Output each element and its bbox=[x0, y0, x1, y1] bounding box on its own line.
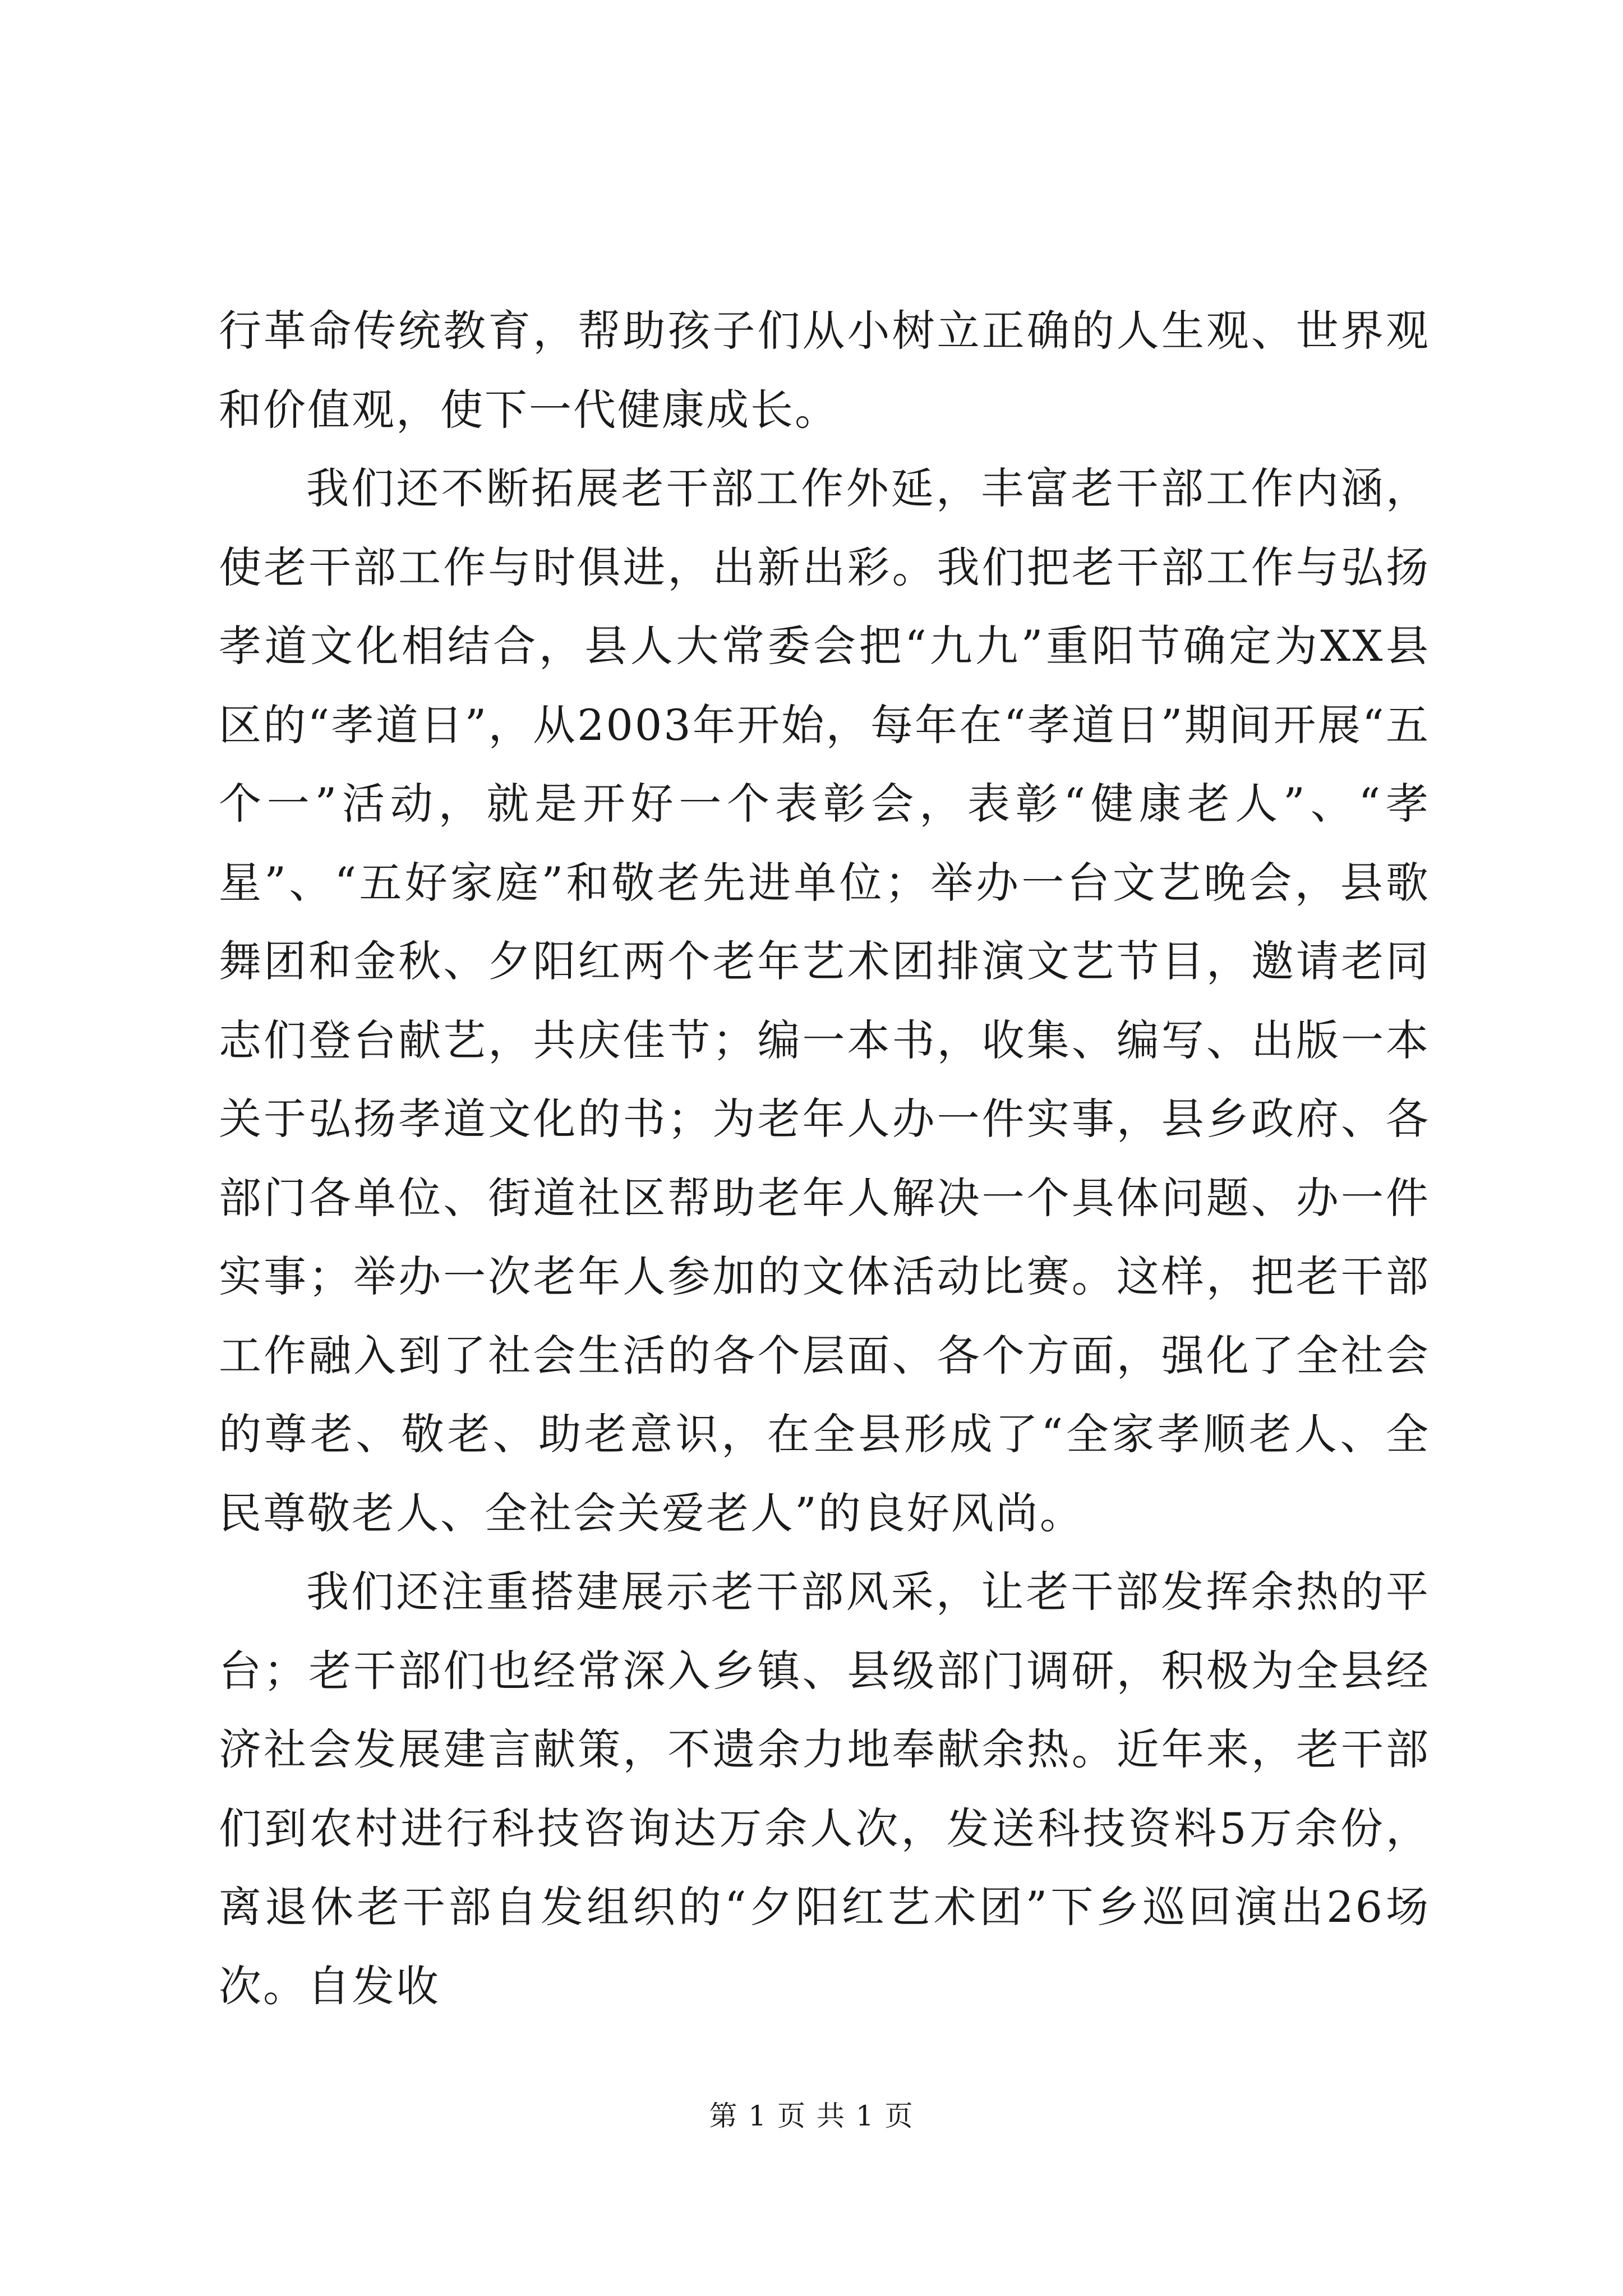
document-body bbox=[219, 292, 1430, 2026]
paragraph-1: 行革命传统教育，帮助孩子们从小树立正确的人生观、世界观和价值观，使下一代健康成长。 bbox=[219, 306, 1430, 435]
page-number-footer: 第 1 页 共 1 页 bbox=[709, 2100, 914, 2132]
paragraph-2: 我们还不断拓展老干部工作外延，丰富老干部工作内涵，使老干部工作与时俱进，出新出彩。我们把老干部工作与弘扬孝道文化相结合，县人大常委会把“九九”重阳节确定为XX县区的“孝道日”，从2003年开始，每年在“孝道日”期间开展“五个一”活动，就是开好一个表彰会，表彰“健康老人”、“孝星”、“五好家庭”和敬老先进单位；举办一台文艺晚会，县歌舞团和金秋、夕阳红两个老年艺术团排演文艺节目，邀请老同志们登台献艺，共庆佳节；编一本书，收集、编写、出版一本关于弘扬孝道文化的书；为老年人办一件实事，县乡政府、各部门各单位、街道社区帮助老年人解决一个具体问题、办一件实事；举办一次老年人参加的文体活动比赛。这样，把老干部工作融入到了社会生活的各个层面、各个方面，强化了全社会的尊老、敬老、助老意识，在全县形成了“全家孝顺老人、全民尊敬老人、全社会关爱老人”的良好风尚。 bbox=[219, 463, 1430, 1538]
paragraph-3: 我们还注重搭建展示老干部风采，让老干部发挥余热的平台；老干部们也经常深入乡镇、县级部门调研，积极为全县经济社会发展建言献策，不遗余力地奉献余热。近年来，老干部们到农村进行科技咨询达万余人次，发送科技资料5万余份，离退休老干部自发组织的“夕阳红艺术团”下乡巡回演出26场次。自发收 bbox=[219, 1567, 1430, 2011]
